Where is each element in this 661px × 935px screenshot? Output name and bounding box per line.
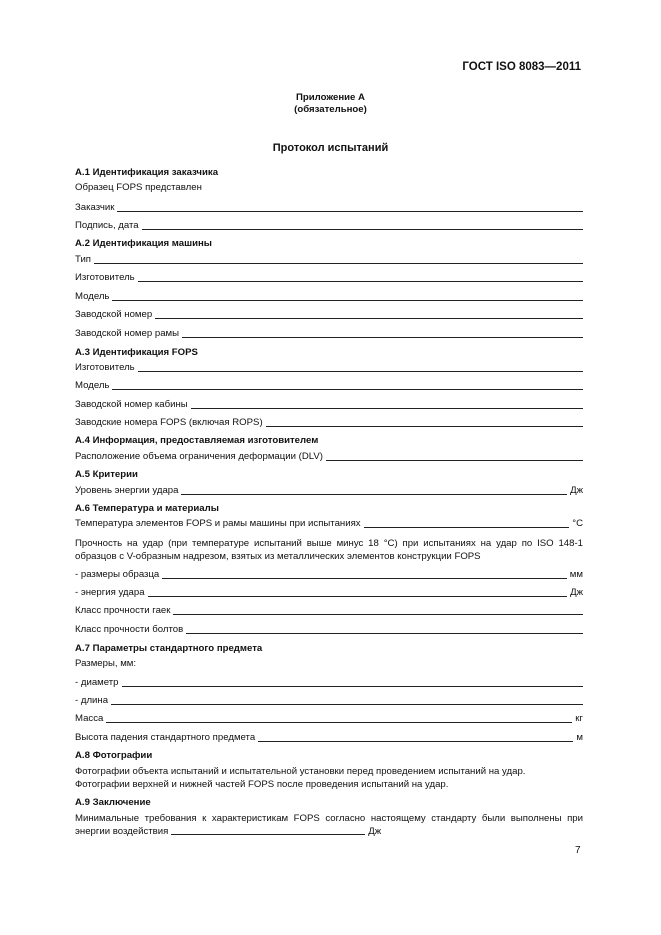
section-a3-heading: А.3 Идентификация FOPS (75, 347, 198, 358)
section-a7-heading: А.7 Параметры стандартного предмета (75, 643, 263, 654)
sample-size-label: - размеры образца (75, 569, 160, 580)
fops-model-input-line[interactable] (112, 380, 583, 390)
appendix-subtitle: (обязательное) (294, 104, 367, 115)
machine-serial-field[interactable] (75, 309, 583, 320)
fops-model-label: Модель (75, 380, 110, 391)
diameter-input-line[interactable] (122, 677, 584, 687)
bolt-class-field[interactable] (75, 624, 583, 635)
machine-type-input-line[interactable] (94, 254, 583, 264)
cab-serial-input-line[interactable] (191, 399, 583, 409)
sample-size-unit: мм (569, 569, 583, 580)
mass-unit: кг (575, 713, 583, 724)
sample-size-input-line[interactable] (162, 569, 567, 579)
temperature-unit: °С (572, 518, 583, 529)
page-number: 7 (575, 845, 581, 856)
section-a1-heading: А.1 Идентификация заказчика (75, 167, 219, 178)
machine-type-field[interactable] (75, 254, 583, 265)
diameter-field[interactable] (75, 677, 583, 688)
section-a8-heading: А.8 Фотографии (75, 750, 153, 761)
customer-label: Заказчик (75, 202, 115, 213)
machine-model-field[interactable] (75, 291, 583, 302)
dlv-input-line[interactable] (326, 451, 583, 461)
machine-serial-label: Заводской номер (75, 309, 153, 320)
page-header-standard: ГОСТ ISO 8083—2011 (462, 61, 581, 73)
signature-label: Подпись, дата (75, 220, 139, 231)
energy-level-field[interactable] (75, 485, 583, 496)
length-input-line[interactable] (111, 695, 583, 705)
conclusion-text: Минимальные требования к характеристикам FOPS согласно настоящему стандарту были выполнены при энергии воздействия (75, 813, 583, 837)
conclusion-paragraph (75, 812, 583, 838)
customer-input-line[interactable] (117, 202, 583, 212)
drop-height-field[interactable] (75, 732, 583, 743)
section-a5-heading: А.5 Критерии (75, 469, 138, 480)
energy-level-input-line[interactable] (181, 485, 567, 495)
appendix-label: Приложение А (296, 92, 365, 103)
bolt-class-input-line[interactable] (186, 624, 583, 634)
mass-input-line[interactable] (106, 713, 572, 723)
impact-energy-unit: Дж (570, 587, 583, 598)
drop-height-unit: м (576, 732, 583, 743)
photo-text-1: Фотографии объекта испытаний и испытательной установки перед проведением испытаний на удар. (75, 766, 526, 777)
fops-serials-input-line[interactable] (266, 417, 583, 427)
energy-level-label: Уровень энергии удара (75, 485, 179, 496)
section-a2-heading: А.2 Идентификация машины (75, 238, 212, 249)
bolt-class-label: Класс прочности болтов (75, 624, 184, 635)
fops-serials-label: Заводские номера FOPS (включая ROPS) (75, 417, 263, 428)
nut-class-label: Класс прочности гаек (75, 605, 171, 616)
diameter-label: - диаметр (75, 677, 119, 688)
dlv-label: Расположение объема ограничения деформации (DLV) (75, 451, 323, 462)
nut-class-input-line[interactable] (173, 605, 583, 615)
machine-model-input-line[interactable] (112, 291, 583, 301)
impact-energy-field[interactable] (75, 587, 583, 598)
length-label: - длина (75, 695, 109, 706)
fops-model-field[interactable] (75, 380, 583, 391)
fops-manufacturer-field[interactable] (75, 362, 583, 373)
machine-serial-input-line[interactable] (155, 309, 583, 319)
temperature-label: Температура элементов FOPS и рамы машины при испытаниях (75, 518, 361, 529)
signature-field[interactable] (75, 220, 583, 231)
machine-type-label: Тип (75, 254, 91, 265)
dlv-field[interactable] (75, 451, 583, 462)
impact-energy-input-line[interactable] (148, 587, 568, 597)
signature-input-line[interactable] (142, 220, 583, 230)
drop-height-label: Высота падения стандартного предмета (75, 732, 256, 743)
section-a6-heading: А.6 Температура и материалы (75, 503, 219, 514)
conclusion-energy-input-line[interactable] (171, 825, 365, 835)
machine-manufacturer-input-line[interactable] (138, 272, 583, 282)
frame-serial-label: Заводской номер рамы (75, 328, 180, 339)
mass-label: Масса (75, 713, 104, 724)
fops-manufacturer-input-line[interactable] (138, 362, 583, 372)
drop-height-input-line[interactable] (258, 732, 573, 742)
impact-strength-text: Прочность на удар (при температуре испытаний выше минус 18 °С) при испытаниях на удар по ISO 148-1 образцов с V-образным надрезом, взятых из металлических элементов конструкции FOPS (75, 538, 583, 562)
impact-energy-label: - энергия удара (75, 587, 145, 598)
customer-field[interactable] (75, 202, 583, 213)
cab-serial-label: Заводской номер кабины (75, 399, 188, 410)
fops-manufacturer-label: Изготовитель (75, 362, 135, 373)
cab-serial-field[interactable] (75, 399, 583, 410)
appendix-title (0, 92, 661, 116)
frame-serial-input-line[interactable] (182, 328, 583, 338)
document-title: Протокол испытаний (272, 142, 389, 154)
mass-field[interactable] (75, 713, 583, 724)
section-a4-heading: А.4 Информация, предоставляемая изготовителем (75, 435, 319, 446)
section-a9-heading: А.9 Заключение (75, 797, 151, 808)
fops-serials-field[interactable] (75, 417, 583, 428)
photo-text-2: Фотографии верхней и нижней частей FOPS после проведения испытаний на удар. (75, 779, 449, 790)
machine-model-label: Модель (75, 291, 110, 302)
machine-manufacturer-label: Изготовитель (75, 272, 135, 283)
nut-class-field[interactable] (75, 605, 583, 616)
a1-text: Образец FOPS представлен (75, 182, 202, 193)
length-field[interactable] (75, 695, 583, 706)
frame-serial-field[interactable] (75, 328, 583, 339)
temperature-input-line[interactable] (364, 518, 570, 528)
sample-size-field[interactable] (75, 569, 583, 580)
conclusion-unit: Дж (368, 826, 382, 837)
machine-manufacturer-field[interactable] (75, 272, 583, 283)
temperature-field[interactable] (75, 518, 583, 529)
dimensions-label: Размеры, мм: (75, 658, 137, 669)
energy-level-unit: Дж (570, 485, 583, 496)
